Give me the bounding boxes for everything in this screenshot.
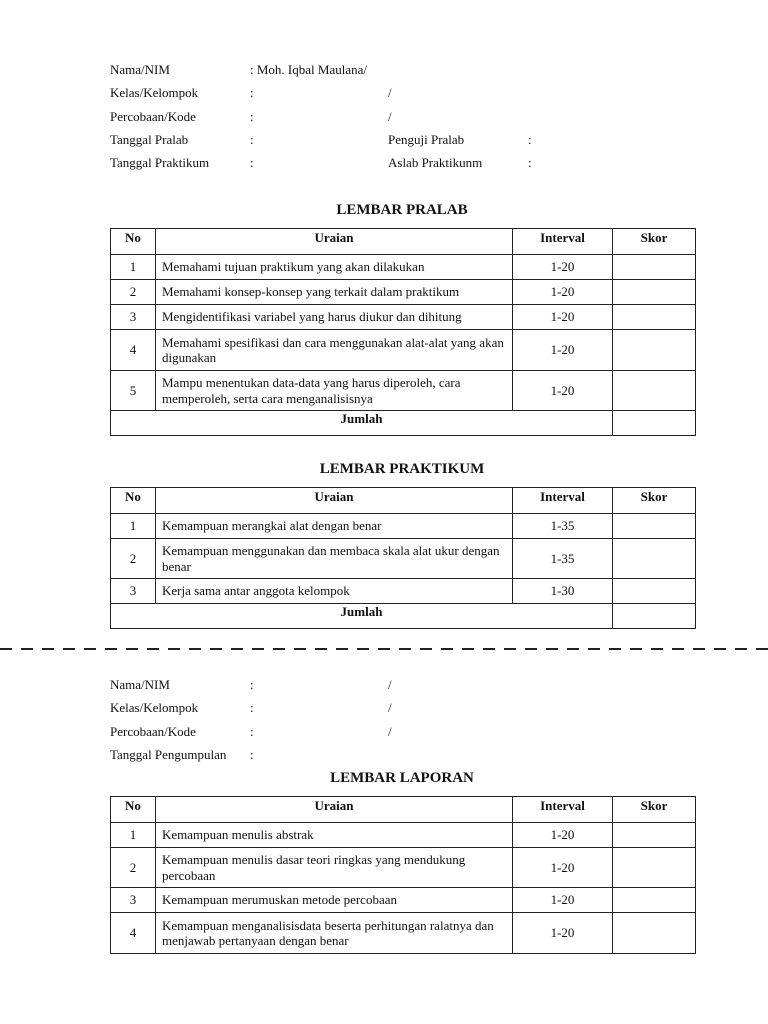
pralab-table — [110, 228, 696, 436]
row-no: 3 — [111, 579, 156, 604]
info-label: Nama/NIM — [110, 677, 170, 692]
info-label: Tanggal Pengumpulan — [110, 746, 227, 762]
col-header-interval: Interval — [513, 229, 613, 255]
row-uraian: Kemampuan menganalisisdata beserta perhitungan ralatnya dan menjawab pertanyaan dengan benar — [156, 913, 513, 954]
row-interval: 1-20 — [513, 280, 613, 305]
info-label: Tanggal Pralab — [110, 131, 189, 147]
row-skor-cell[interactable] — [613, 330, 696, 371]
total-skor-cell[interactable] — [613, 604, 696, 629]
row-interval: 1-35 — [513, 514, 613, 539]
row-uraian: Kemampuan merangkai alat dengan benar — [156, 514, 513, 539]
col-header-skor: Skor — [613, 797, 696, 823]
table-row — [111, 514, 696, 539]
col-header-skor: Skor — [613, 229, 696, 255]
col-header-no: No — [111, 229, 156, 255]
col-header-interval: Interval — [513, 797, 613, 823]
info-value: : — [250, 131, 254, 147]
info-colon-2: : — [528, 155, 532, 171]
row-no: 4 — [111, 913, 156, 954]
table-row — [111, 255, 696, 280]
info-label: Tanggal Praktikum — [110, 155, 210, 171]
row-no: 1 — [111, 823, 156, 848]
row-skor-cell[interactable] — [613, 255, 696, 280]
row-uraian: Kemampuan menulis dasar teori ringkas yang mendukung percobaan — [156, 848, 513, 888]
row-skor-cell[interactable] — [613, 280, 696, 305]
info-value: : — [250, 746, 254, 762]
cut-line-divider — [0, 648, 768, 650]
praktikum-table — [110, 487, 696, 629]
info-value: : Moh. Iqbal Maulana/ — [250, 62, 367, 77]
row-skor-cell[interactable] — [613, 888, 696, 913]
total-label: Jumlah — [111, 411, 613, 436]
table-total-row — [111, 604, 696, 629]
total-label: Jumlah — [111, 604, 613, 629]
row-skor-cell[interactable] — [613, 823, 696, 848]
table-row — [111, 280, 696, 305]
row-no: 2 — [111, 280, 156, 305]
info-separator: / — [388, 108, 392, 124]
table-row — [111, 823, 696, 848]
row-no: 1 — [111, 255, 156, 280]
row-uraian: Kemampuan menggunakan dan membaca skala alat ukur dengan benar — [156, 539, 513, 579]
row-interval: 1-20 — [513, 823, 613, 848]
row-skor-cell[interactable] — [613, 371, 696, 411]
row-skor-cell[interactable] — [613, 579, 696, 604]
section-title-laporan: LEMBAR LAPORAN — [330, 770, 474, 786]
col-header-no: No — [111, 488, 156, 514]
info-colon-2: : — [528, 131, 532, 147]
info-label-2: Aslab Praktikunm — [388, 155, 483, 171]
table-row — [111, 330, 696, 371]
table-total-row — [111, 411, 696, 436]
row-uraian: Memahami konsep-konsep yang terkait dalam praktikum — [156, 280, 513, 305]
row-uraian: Kerja sama antar anggota kelompok — [156, 579, 513, 604]
row-uraian: Mampu menentukan data-data yang harus diperoleh, cara memperoleh, serta cara menganalisisnya — [156, 371, 513, 411]
table-row — [111, 539, 696, 579]
row-no: 4 — [111, 330, 156, 371]
laporan-table — [110, 796, 696, 954]
col-header-skor: Skor — [613, 488, 696, 514]
row-no: 3 — [111, 888, 156, 913]
row-interval: 1-20 — [513, 255, 613, 280]
row-uraian: Memahami spesifikasi dan cara menggunakan alat-alat yang akan digunakan — [156, 330, 513, 371]
table-header-row — [111, 488, 696, 514]
row-uraian: Memahami tujuan praktikum yang akan dilakukan — [156, 255, 513, 280]
info-label: Kelas/Kelompok — [110, 700, 199, 716]
row-interval: 1-20 — [513, 371, 613, 411]
row-no: 2 — [111, 539, 156, 579]
info-label-2: Penguji Pralab — [388, 131, 465, 147]
info-label: Kelas/Kelompok — [110, 85, 199, 101]
row-skor-cell[interactable] — [613, 539, 696, 579]
col-header-uraian: Uraian — [156, 488, 513, 514]
info-label: Percobaan/Kode — [110, 108, 196, 124]
info-value: : — [250, 677, 254, 692]
row-skor-cell[interactable] — [613, 913, 696, 954]
row-interval: 1-20 — [513, 330, 613, 371]
row-interval: 1-20 — [513, 848, 613, 888]
table-row — [111, 371, 696, 411]
row-no: 2 — [111, 848, 156, 888]
info-value: : — [250, 723, 254, 739]
col-header-interval: Interval — [513, 488, 613, 514]
info-value: : — [250, 700, 254, 716]
row-uraian: Kemampuan menulis abstrak — [156, 823, 513, 848]
row-uraian: Kemampuan merumuskan metode percobaan — [156, 888, 513, 913]
table-row — [111, 848, 696, 888]
info-label: Percobaan/Kode — [110, 723, 196, 739]
info-separator: / — [388, 677, 392, 692]
row-interval: 1-20 — [513, 913, 613, 954]
row-skor-cell[interactable] — [613, 305, 696, 330]
info-value: : — [250, 85, 254, 101]
table-header-row — [111, 797, 696, 823]
info-value: : — [250, 155, 254, 171]
row-no: 3 — [111, 305, 156, 330]
row-interval: 1-20 — [513, 888, 613, 913]
col-header-uraian: Uraian — [156, 229, 513, 255]
row-interval: 1-30 — [513, 579, 613, 604]
table-row — [111, 579, 696, 604]
info-value: : — [250, 108, 254, 124]
col-header-uraian: Uraian — [156, 797, 513, 823]
table-header-row — [111, 229, 696, 255]
row-skor-cell[interactable] — [613, 848, 696, 888]
info-separator: / — [388, 85, 392, 101]
section-title-praktikum: LEMBAR PRAKTIKUM — [319, 461, 485, 477]
row-uraian: Mengidentifikasi variabel yang harus diukur dan dihitung — [156, 305, 513, 330]
table-row — [111, 913, 696, 954]
table-row — [111, 888, 696, 913]
row-interval: 1-20 — [513, 305, 613, 330]
row-no: 5 — [111, 371, 156, 411]
table-row — [111, 305, 696, 330]
row-skor-cell[interactable] — [613, 514, 696, 539]
info-separator: / — [388, 700, 392, 716]
row-no: 1 — [111, 514, 156, 539]
total-skor-cell[interactable] — [613, 411, 696, 436]
section-title-pralab: LEMBAR PRALAB — [336, 202, 468, 218]
info-separator: / — [388, 723, 392, 739]
info-label: Nama/NIM — [110, 62, 170, 77]
col-header-no: No — [111, 797, 156, 823]
row-interval: 1-35 — [513, 539, 613, 579]
